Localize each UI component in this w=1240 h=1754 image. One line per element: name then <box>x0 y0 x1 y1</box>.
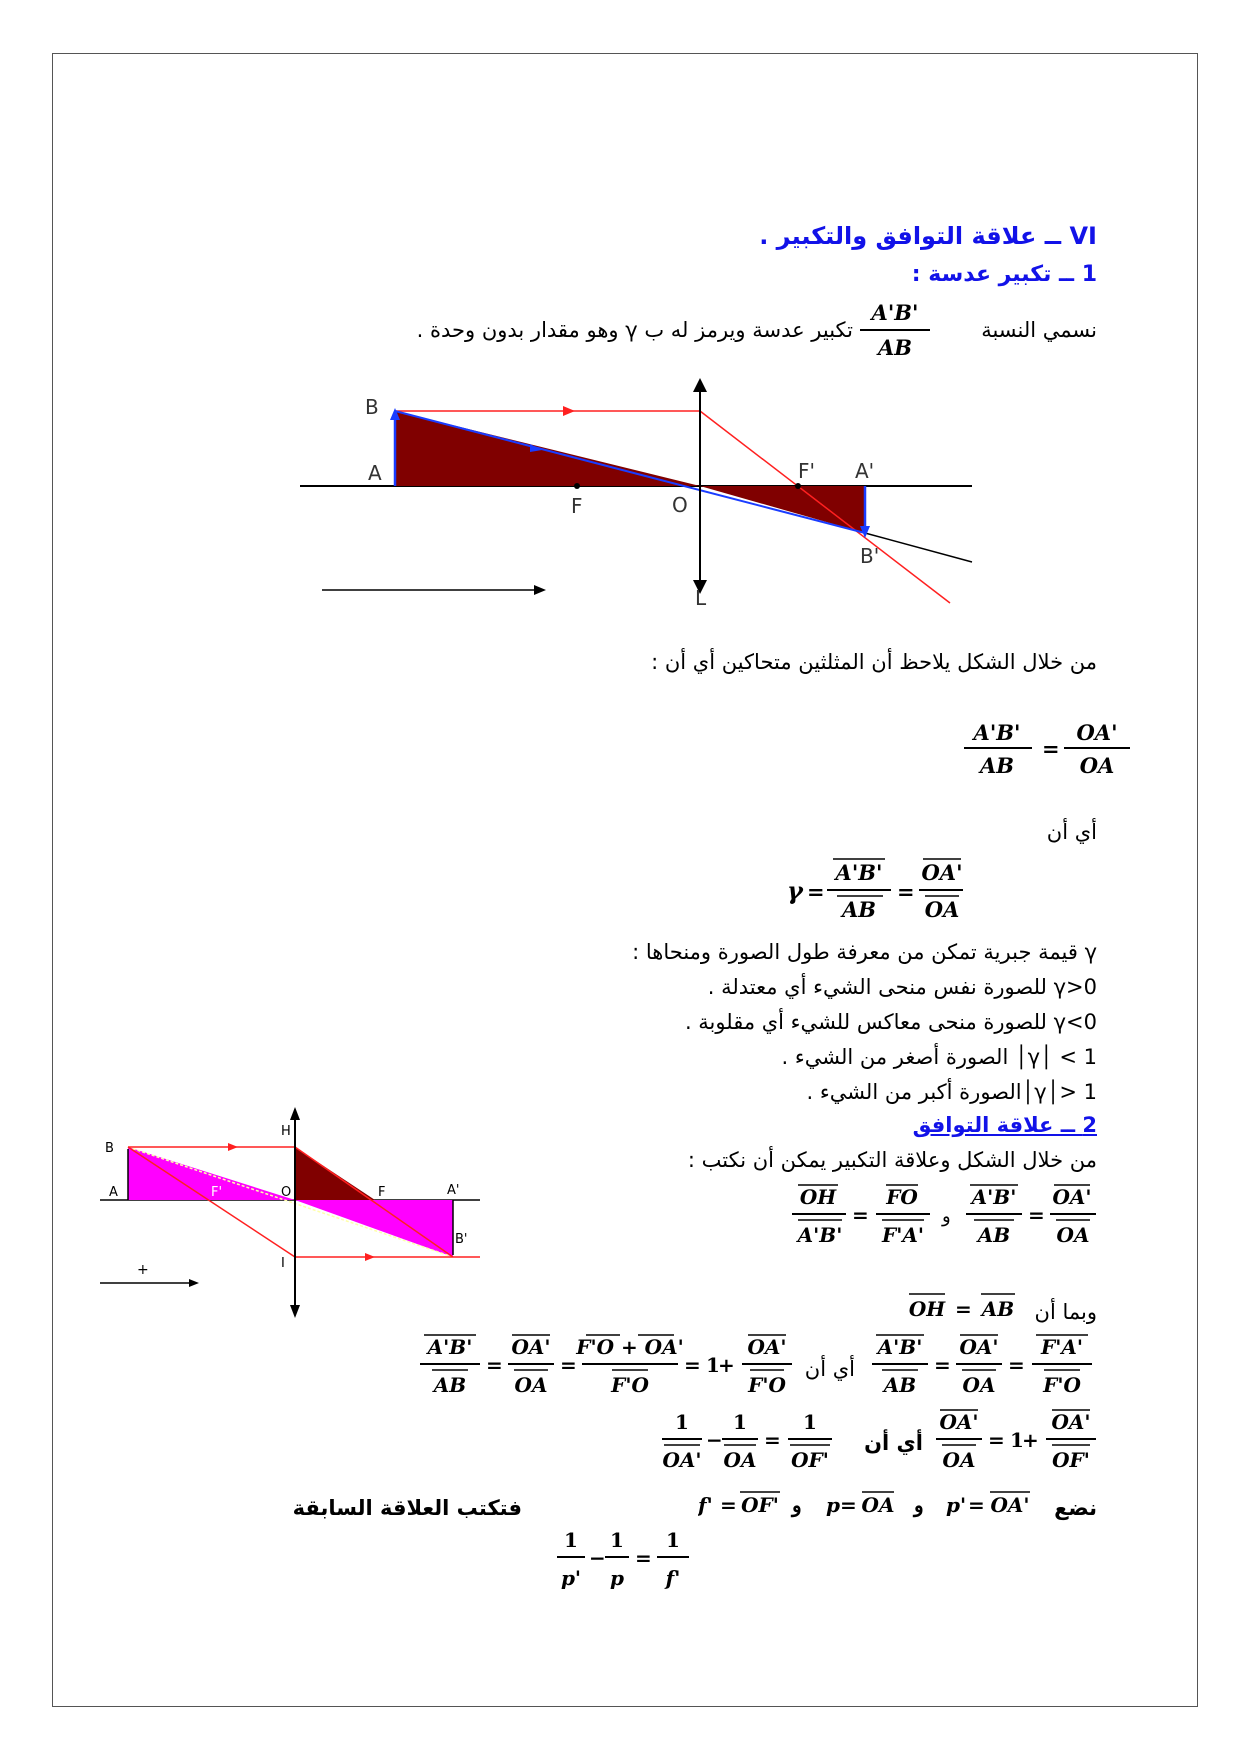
final-one-3: 1 <box>666 1528 680 1552</box>
ratio-denominator: AB <box>877 335 913 360</box>
fig2-label-F: F <box>378 1185 386 1200</box>
eq-ApBp-den: A'B' <box>797 1223 843 1247</box>
conjugation-formula <box>555 1523 695 1595</box>
eq-FpAp: F'A' <box>882 1223 924 1247</box>
equation-inverse <box>660 1405 850 1480</box>
long-OAp: OA' <box>511 1335 551 1359</box>
rs-OAp: OA' <box>939 1410 979 1434</box>
eq-OH: OH <box>799 1185 837 1209</box>
svg-text:=: = <box>1028 1203 1045 1227</box>
equation-long-right <box>860 1330 1100 1405</box>
svg-text:=: = <box>720 1493 737 1517</box>
ratio-numerator: A'B' <box>871 300 919 325</box>
since-AB: AB <box>981 1297 1015 1321</box>
subheading-conjugation: 2 ــ علاقة التوافق <box>912 1113 1097 1137</box>
r-ApBp: A'B' <box>877 1335 923 1359</box>
eq-OAp: OA' <box>1052 1185 1092 1209</box>
inv-OAp: OA' <box>662 1448 702 1472</box>
equation-ratio-sum <box>930 1405 1100 1480</box>
label-Aprime: A' <box>855 459 875 483</box>
refracted-ray <box>700 411 950 603</box>
rs-OA: OA <box>942 1448 976 1472</box>
def-pprime: p' <box>946 1493 967 1517</box>
r-AB: AB <box>883 1373 917 1397</box>
svg-text:=: = <box>968 1493 985 1517</box>
svg-text:=: = <box>1042 736 1060 761</box>
long-FpO: F'O <box>611 1373 649 1397</box>
final-fprime: f' <box>665 1566 681 1590</box>
svg-text:=: = <box>934 1353 951 1377</box>
gamma-description: γ قيمة جبرية تمكن من معرفة طول الصورة ومنحاها : <box>632 940 1097 964</box>
svg-text:=: = <box>807 879 825 904</box>
final-one-1: 1 <box>564 1528 578 1552</box>
long-ApBp: A'B' <box>427 1335 473 1359</box>
rs-one: 1 <box>1010 1428 1024 1452</box>
ai-an-3: أي أن <box>864 1431 923 1455</box>
ray-extension <box>865 533 972 562</box>
rs-OAp2: OA' <box>1051 1410 1091 1434</box>
inv-OA: OA <box>723 1448 757 1472</box>
intro-post: تكبير عدسة ويرمز له ب γ وهو مقدار بدون وحدة . <box>416 318 853 342</box>
since-text: وبما أن <box>1034 1300 1097 1324</box>
eq-FO: FO <box>886 1185 918 1209</box>
ai-an-2: أي أن <box>804 1357 855 1381</box>
eq-OH-equals-AB <box>905 1290 1025 1322</box>
svg-text:=: = <box>764 1428 781 1452</box>
fig2-label-Bprime: B' <box>455 1232 468 1247</box>
lens-diagram-1 <box>290 370 990 610</box>
final-one-2: 1 <box>610 1528 624 1552</box>
label-Fprime: F' <box>798 459 816 483</box>
equation-pair <box>790 1180 1100 1255</box>
equation-long-left <box>420 1330 810 1405</box>
label-Bprime: B' <box>860 544 880 568</box>
eq1-num-right: OA' <box>1076 720 1118 745</box>
long-FpO2: F'O <box>748 1373 786 1397</box>
from-figure-text: من خلال الشكل وعلاقة التكبير يمكن أن نكتب : <box>687 1148 1097 1172</box>
fig2-label-B: B <box>105 1141 114 1156</box>
lens2-bottom-arrow <box>290 1305 300 1318</box>
subheading-magnification: 1 ــ تكبير عدسة : <box>911 262 1097 287</box>
equation-similar-triangles <box>962 718 1142 780</box>
ray-arrow-bottom <box>365 1253 375 1261</box>
fig2-label-O: O <box>281 1185 292 1200</box>
svg-text:=: = <box>988 1428 1005 1452</box>
eq1-num-left: A'B' <box>973 720 1021 745</box>
def-OAp: OA' <box>990 1493 1030 1517</box>
gamma-num-left: A'B' <box>835 860 883 885</box>
inv-one-1: 1 <box>675 1410 689 1434</box>
inv-OFp: OF' <box>791 1448 829 1472</box>
definitions <box>698 1487 1054 1519</box>
long-AB: AB <box>433 1373 467 1397</box>
lens-top-arrow <box>693 378 707 392</box>
label-B: B <box>365 395 379 419</box>
long-OA: OA <box>514 1373 548 1397</box>
put-text: نضع <box>1054 1496 1097 1520</box>
ai-an-label: أي أن <box>1046 820 1097 844</box>
svg-text:=: = <box>852 1203 869 1227</box>
ray-through-F <box>128 1147 295 1257</box>
label-F: F <box>571 494 583 518</box>
gamma-case-positive: γ>0 للصورة نفس منحى الشيء أي معتدلة . <box>707 975 1097 999</box>
lens2-top-arrow <box>290 1107 300 1120</box>
def-and-1: و <box>792 1493 802 1517</box>
r-FpO: F'O <box>1043 1373 1081 1397</box>
gamma-case-smaller: 1 > │γ│ الصورة أصغر من الشيء . <box>781 1045 1097 1069</box>
gamma-den-right: OA <box>924 897 960 922</box>
svg-text:+: + <box>718 1353 735 1377</box>
svg-text:=: = <box>486 1353 503 1377</box>
svg-text:=: = <box>1008 1353 1025 1377</box>
lens-diagram-2 <box>95 1095 490 1335</box>
inv-one-3: 1 <box>803 1410 817 1434</box>
svg-text:−: − <box>706 1428 723 1452</box>
svg-text:=: = <box>955 1297 972 1321</box>
long-one: 1 <box>706 1353 720 1377</box>
def-OFp: OF' <box>741 1493 779 1517</box>
label-O: O <box>672 493 688 517</box>
gamma-case-negative: γ<0 للصورة منحى معاكس للشيء أي مقلوبة . <box>684 1010 1097 1034</box>
svg-text:=: = <box>897 879 915 904</box>
final-p: p <box>610 1566 624 1590</box>
since-OH: OH <box>908 1297 946 1321</box>
gamma-equation <box>785 853 965 925</box>
svg-text:=: = <box>840 1493 857 1517</box>
eq-AB: AB <box>977 1223 1011 1247</box>
intro-pre: نسمي النسبة <box>981 318 1097 342</box>
label-L: L <box>695 586 707 610</box>
eq1-den-left: AB <box>979 753 1015 778</box>
fig2-direction-head <box>189 1279 199 1287</box>
fig2-label-A: A <box>109 1185 118 1200</box>
ratio-fraction <box>860 300 930 360</box>
svg-text:=: = <box>684 1353 701 1377</box>
gamma-case-larger: 1 <│γ│الصورة أكبر من الشيء . <box>806 1080 1097 1104</box>
ray-arrow-top <box>228 1143 238 1151</box>
gamma-den-left: AB <box>841 897 877 922</box>
focus-F <box>574 483 580 489</box>
gamma-symbol: γ <box>787 876 803 905</box>
svg-text:+: + <box>1022 1428 1039 1452</box>
fig2-label-Fprime: F' <box>211 1185 223 1200</box>
and-word: و <box>942 1206 951 1227</box>
section-heading: VI ــ علاقة التوافق والتكبير . <box>759 222 1097 250</box>
long-sum: F'O + OA' <box>576 1335 684 1359</box>
fig2-label-plus: + <box>137 1262 149 1278</box>
eq-ApBp-num: A'B' <box>971 1185 1017 1209</box>
r-OA: OA <box>962 1373 996 1397</box>
r-OAp: OA' <box>959 1335 999 1359</box>
eq-OA: OA <box>1056 1223 1090 1247</box>
gamma-num-right: OA' <box>921 860 963 885</box>
direction-arrowhead <box>534 585 546 595</box>
fig2-label-I: I <box>281 1256 285 1271</box>
def-p: p <box>826 1493 840 1517</box>
label-A: A <box>368 461 382 485</box>
def-OA: OA <box>861 1493 895 1517</box>
thus-text: فتكتب العلاقة السابقة <box>292 1496 522 1520</box>
observation-text: من خلال الشكل يلاحظ أن المثلثين متحاكين أي أن : <box>651 650 1097 674</box>
svg-text:−: − <box>589 1546 606 1570</box>
svg-text:=: = <box>560 1353 577 1377</box>
def-fprime: f' <box>698 1493 713 1517</box>
focus-Fprime <box>795 483 801 489</box>
rs-OFp: OF' <box>1052 1448 1090 1472</box>
svg-text:=: = <box>635 1546 652 1570</box>
def-and-2: و <box>914 1493 924 1517</box>
r-FpAp: F'A' <box>1041 1335 1083 1359</box>
fig2-label-Aprime: A' <box>447 1183 460 1198</box>
fig2-label-H: H <box>281 1124 291 1139</box>
ray-arrow <box>563 406 575 416</box>
eq1-den-right: OA <box>1079 753 1115 778</box>
long-OAp2: OA' <box>747 1335 787 1359</box>
inv-one-2: 1 <box>733 1410 747 1434</box>
final-pprime: p' <box>560 1566 582 1590</box>
